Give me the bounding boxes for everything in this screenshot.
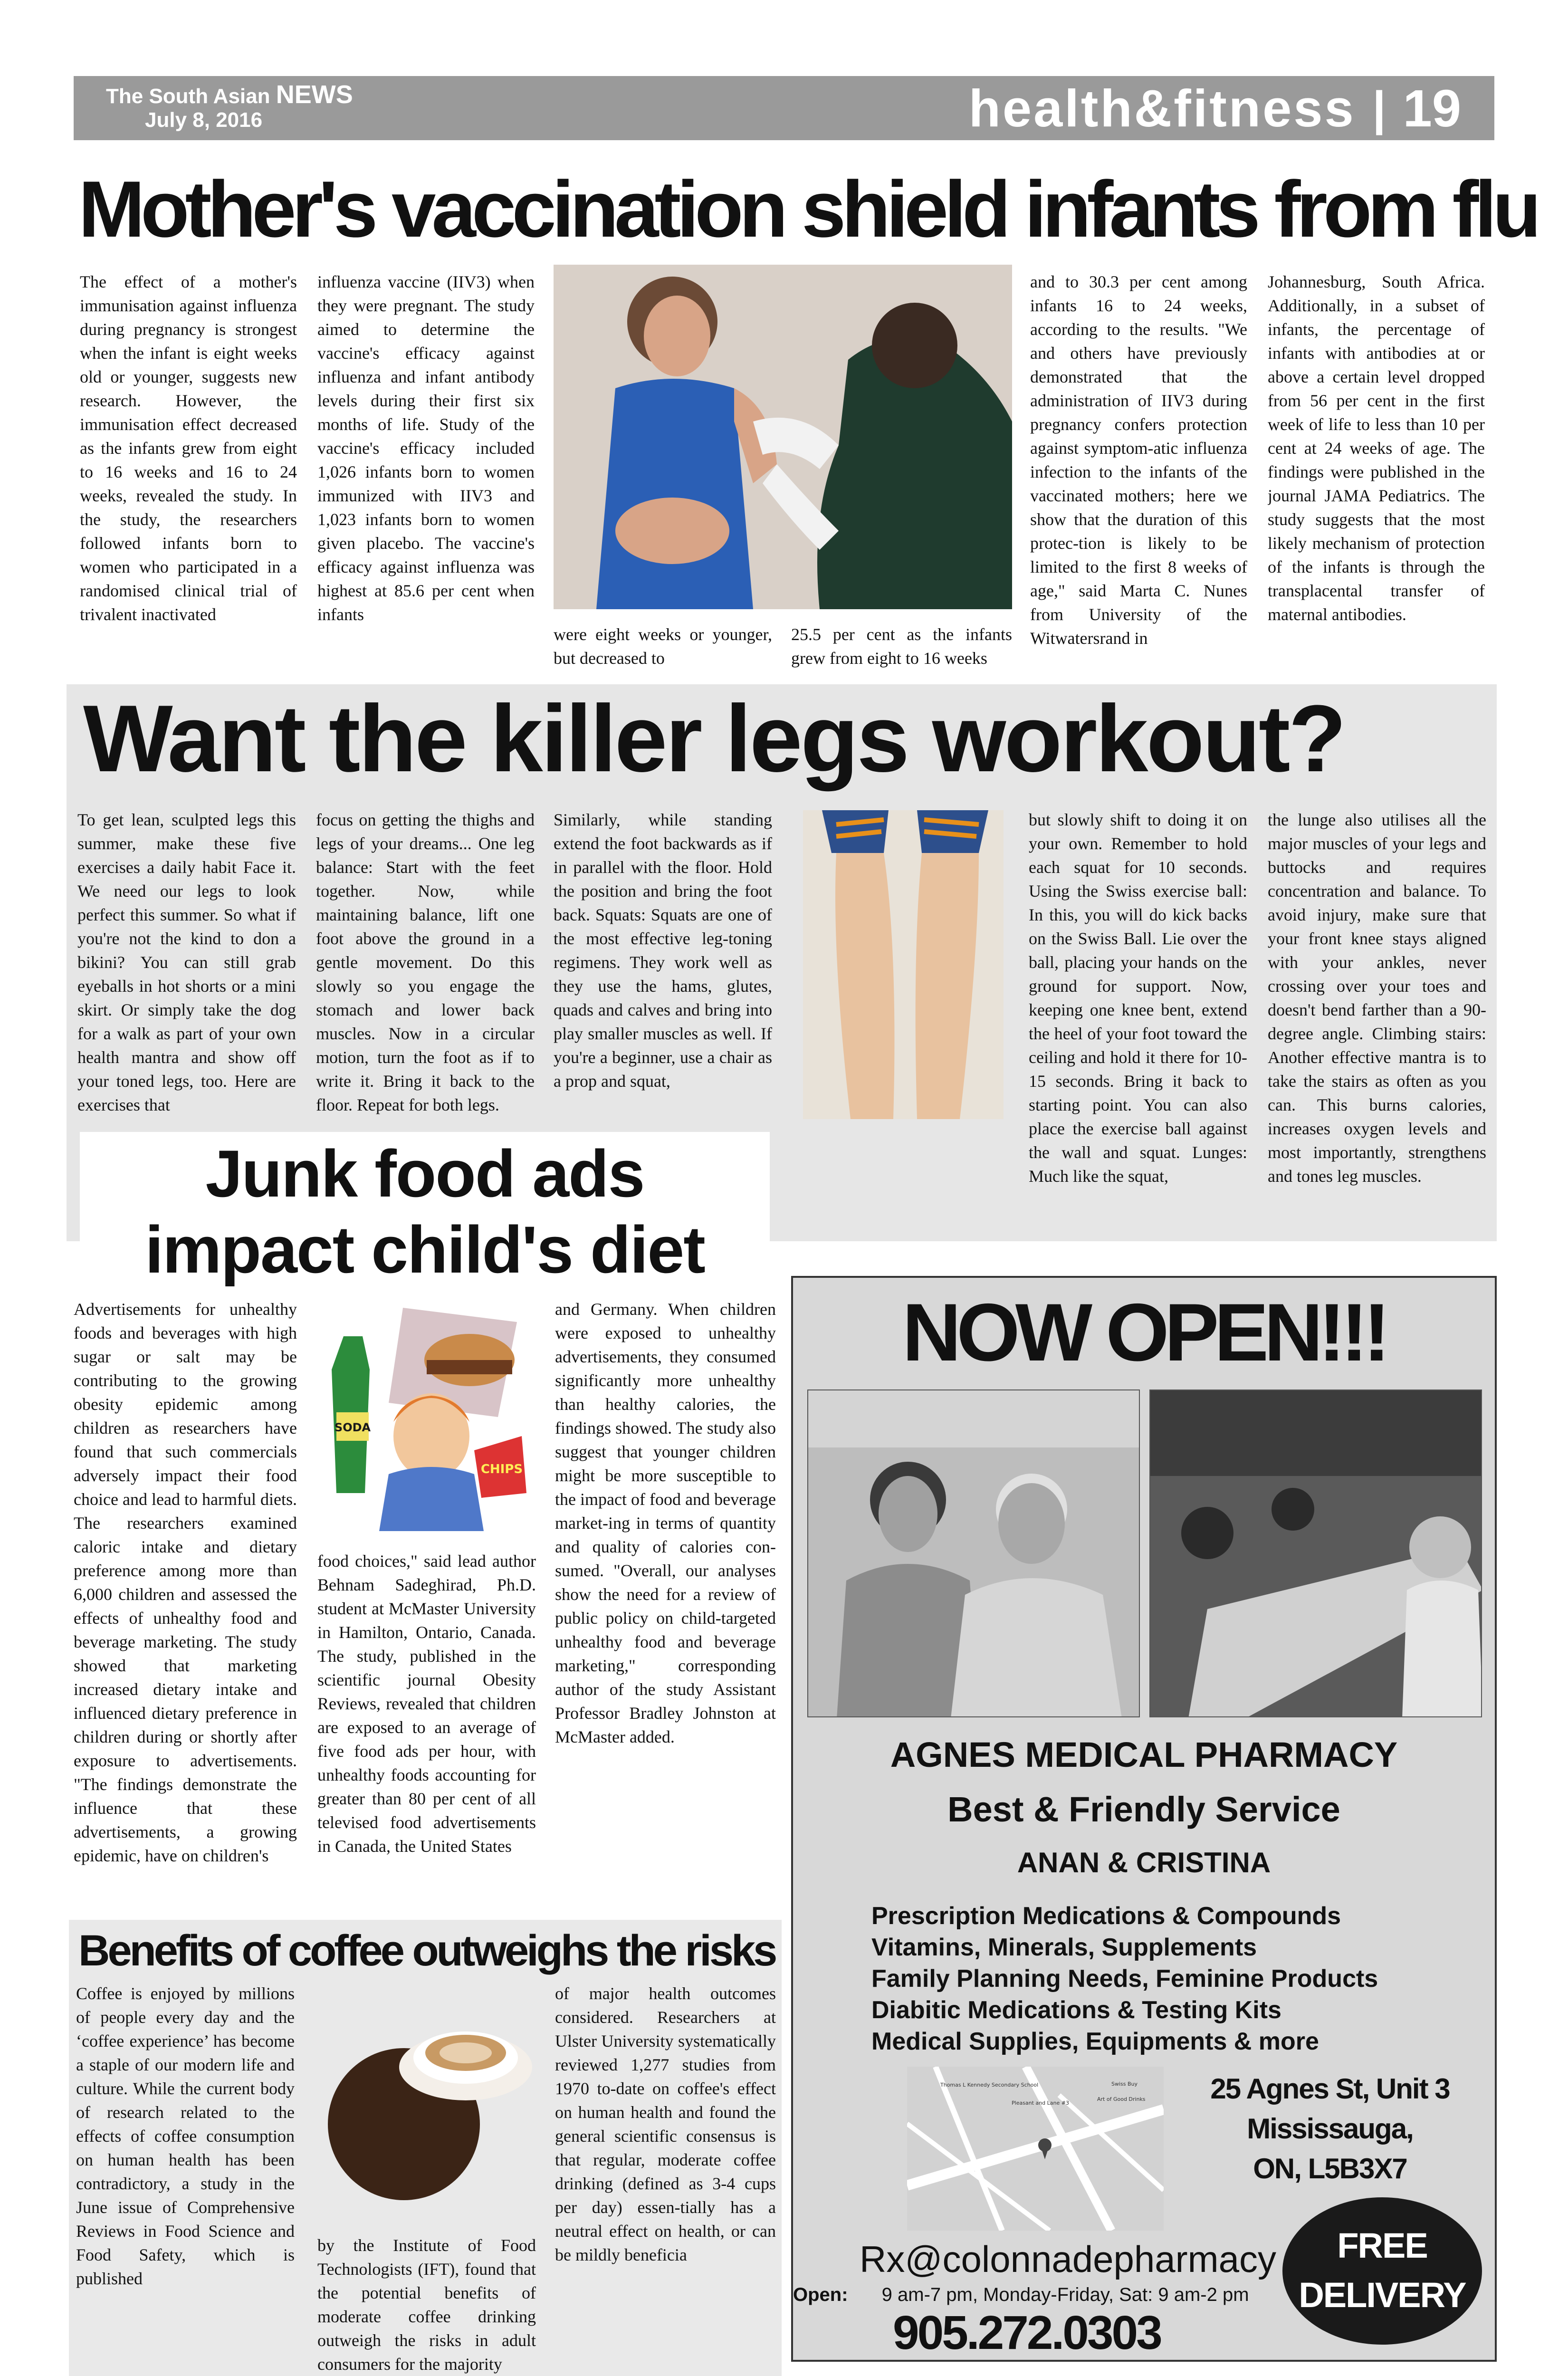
- coffee-column-3: of major health outcomes considered. Researchers at Ulster University systematically reviewed 1,277 studies from 1970 to-date on coffee's effect on human health and found the general scientific consensus is that regular, moderate coffee drinking (defined as 3-4 cups per day) essen-tially has a neutral effect on health, or can be mildly beneficia: [555, 1984, 776, 2264]
- ad-headline: NOW OPEN!!!: [902, 1287, 1386, 1378]
- flu-column-3: were eight weeks or younger, but decreased to: [554, 625, 772, 668]
- junk-headline-line-2: impact child's diet: [145, 1212, 705, 1287]
- map-label-shop: Swiss Buy: [1111, 2081, 1138, 2087]
- ad-phone[interactable]: 905.272.0303: [893, 2306, 1161, 2359]
- vaccination-illustration: [554, 265, 1012, 609]
- flu-column-1: The effect of a mother's immunisation against influenza during pregnancy is strongest when the infant is eight weeks old or younger, suggests new research. However, the immunisation effect decreased as the infants grew from eight to 16 weeks and 16 to 24 weeks, revealed the study. In the study, the researchers followed infants born to women who participated in a randomised clinical trial of trivalent inactivated: [80, 272, 297, 624]
- flu-column-5: and to 30.3 per cent among infants 16 to 24 weeks, according to the results. "We and others have previously demonstrated that the administration of IIV3 during pregnancy confers protection against symptom-atic influenza infection to the infants of the vaccinated mothers; here we show that the duration of this protec-tion is likely to be limited to the first 8 weeks of age," said Marta C. Nunes from University of the Witwatersrand in: [1030, 272, 1247, 648]
- junk-food-illustration: [317, 1293, 536, 1541]
- badge-line-2: DELIVERY: [1299, 2275, 1466, 2315]
- publication-prefix: The South Asian: [106, 85, 270, 108]
- masthead-bar: [74, 76, 1494, 140]
- badge-line-1: FREE: [1337, 2226, 1427, 2265]
- section-title-group: [969, 79, 1461, 138]
- issue-date: July 8, 2016: [145, 108, 263, 132]
- publication-news: NEWS: [276, 80, 353, 109]
- service-item: Medical Supplies, Equipments & more: [871, 2028, 1319, 2055]
- junk-headline-line-1: Junk food ads: [205, 1136, 644, 1211]
- junk-column-2: food choices," said lead author Behnam Sadeghirad, Ph.D. student at McMaster University in Hamilton, Ontario, Canada. The study, published in the scientific journal Obesity Reviews, revealed that children are exposed to an average of five food ads per hour, with unhealthy foods accounting for greater than 80 per cent of all televised food advertisements in Canada, the United States: [317, 1552, 536, 1856]
- free-delivery-badge: [1282, 2197, 1482, 2345]
- pharmacy-ad: [791, 1276, 1497, 2362]
- service-item: Family Planning Needs, Feminine Products: [871, 1965, 1378, 1993]
- hours-label: Open:: [793, 2284, 848, 2305]
- owners-illustration: [808, 1390, 1140, 1717]
- legs-column-5: the lunge also utilises all the major muscles of your legs and buttocks and requires concentration and balance. To avoid injury, make sure that your front knee stays aligned with your ankles, never crossing over your toes and doesn't bend farther than a 90-degree angle. Climbing stairs: Another effective mantra is to take the stairs as often as you can. This burns calories, increases oxygen levels and most importantly, strengthens and tones leg muscles.: [1268, 810, 1486, 1186]
- section-title: health&fitness: [968, 79, 1356, 138]
- owners-photo: [807, 1389, 1140, 1717]
- legs-column-2: focus on getting the thighs and legs of your dreams... One leg balance: Start with the feet together. Now, while maintaining balance, lift one foot above the ground in a gentle movement. Do this slowly so you engage the stomach and lower back muscles. Now in a circular motion, turn the foot as if to write it. Bring it back to the floor. Repeat for both legs.: [316, 810, 535, 1114]
- coffee-photo: [323, 1982, 537, 2219]
- publication-name: [106, 80, 353, 109]
- address-line-1: 25 Agnes St, Unit 3: [1210, 2073, 1450, 2105]
- junk-column-1: Advertisements for unhealthy foods and beverages with high sugar or salt may be contributing to the growing obesity epidemic among children as researchers have found that such commercials adversely impact their food choice and lead to harmful diets. The researchers examined caloric intake and dietary preference among more than 6,000 children and assessed the effects of unhealthy food and beverage marketing. The study showed that marketing increased dietary intake and influenced dietary preference in children during or shortly after exposure to advertisements. "The findings demonstrate the influence that these advertisements, a growing epidemic, have on children's: [74, 1300, 297, 1865]
- ad-services-list: [871, 1900, 1480, 2057]
- ad-pharmacy-name: AGNES MEDICAL PHARMACY: [890, 1735, 1398, 1774]
- map-label-art: Art of Good Drinks: [1097, 2096, 1146, 2102]
- address-line-2: Mississauga,: [1247, 2113, 1413, 2145]
- ad-owners: ANAN & CRISTINA: [1017, 1847, 1271, 1878]
- legs-column-4: but slowly shift to doing it on your own. Remember to hold each squat for 10 seconds. Using the Swiss exercise ball: In this, you will do kick backs on the Swiss Ball. Lie over the ball, placing your hands on the ground for support. Now, keeping one knee bent, extend the heel of your foot toward the ceiling and hold it there for 10-15 seconds. Bring it back to starting point. You can also place the exercise ball against the wall and squat. Lunges: Much like the squat,: [1029, 810, 1247, 1186]
- flu-headline: Mother's vaccination shield infants from flu: [78, 164, 1537, 254]
- interior-illustration: [1150, 1390, 1482, 1717]
- hours-text: 9 am-7 pm, Monday-Friday, Sat: 9 am-2 pm: [881, 2284, 1249, 2305]
- child-junk-food-illustration: [317, 1293, 536, 1541]
- coffee-headline: Benefits of coffee outweighs the risks: [78, 1926, 775, 1975]
- flu-column-6: Johannesburg, South Africa. Additionally, in a subset of infants, the percentage of infants with antibodies at or above a certain level dropped from 56 per cent in the first week of life to less than 10 per cent at 24 weeks of age. The findings were published in the journal JAMA Pediatrics. The study suggests that the most likely mechanism of protection of the infants is through the transplacental transfer of maternal antibodies.: [1268, 272, 1485, 624]
- chips-label: CHIPS: [480, 1462, 523, 1476]
- service-item: Prescription Medications & Compounds: [871, 1902, 1341, 1930]
- coffee-column-1: Coffee is enjoyed by millions of people every day and the ‘coffee experience’ has become a staple of our modern life and culture. While the current body of research related to the effects of coffee consumption on human health has been contradictory, a study in the June issue of Comprehensive Reviews in Food Science and Food Safety, which is published: [76, 1984, 295, 2288]
- flu-vaccination-photo: [554, 265, 1012, 609]
- flu-column-4: 25.5 per cent as the infants grew from eight to 16 weeks: [791, 625, 1012, 668]
- junk-headline-box: [80, 1132, 770, 1296]
- coffee-column-2: by the Institute of Food Technologists (IFT), found that the potential benefits of moderate coffee drinking outweigh the risks in adult consumers for the majority: [317, 2236, 536, 2374]
- legs-headline: Want the killer legs workout?: [83, 686, 1345, 792]
- page-number: 19: [1403, 79, 1461, 138]
- ad-tagline: Best & Friendly Service: [947, 1790, 1340, 1829]
- ad-email[interactable]: Rx@colonnadepharmacy: [860, 2238, 1276, 2280]
- legs-column-3: Similarly, while standing extend the foot backwards as if in parallel with the floor. Hold the position and bring the foot back. Squats: Squats are one of the most effective leg-toning regimens. They work well as they use the hams, glutes, quads and calves and bring into play smaller muscles as well. If you're a beginner, use a chair as a prop and squat,: [554, 810, 772, 1091]
- junk-column-3: and Germany. When children were exposed to unhealthy advertisements, they consumed significantly more unhealthy than healthy calories, the findings showed. The study also suggest that younger children might be more susceptible to the impact of food and beverage market-ing in terms of quantity and quality of calories con-sumed. "Overall, our analyses show the need for a review of public policy on child-targeted unhealthy food and beverage marketing," corresponding author of the study Assistant Professor Bradley Johnston at McMaster added.: [555, 1300, 776, 1746]
- location-map[interactable]: [907, 2067, 1164, 2231]
- service-item: Vitamins, Minerals, Supplements: [871, 1934, 1257, 1961]
- map-label-school: Thomas L Kennedy Secondary School: [940, 2082, 1039, 2088]
- legs-photo: [803, 810, 1004, 1119]
- service-item: Diabitic Medications & Testing Kits: [871, 1996, 1281, 2024]
- section-separator: |: [1372, 81, 1386, 135]
- coffee-illustration: [323, 1982, 537, 2219]
- address-line-3: ON, L5B3X7: [1253, 2153, 1407, 2184]
- map-label-park: Pleasant and Lane #3: [1012, 2100, 1069, 2106]
- ad-address: [1173, 2069, 1487, 2189]
- map-illustration: [907, 2067, 1164, 2231]
- pharmacy-interior-photo: [1149, 1389, 1482, 1717]
- flu-column-2: influenza vaccine (IIV3) when they were pregnant. The study aimed to determine the vaccine's efficacy against influenza and infant antibody levels during their first six months of life. Study of the vaccine's efficacy included 1,026 infants born to women immunized with IIV3 and 1,023 infants born to women given placebo. The vaccine's efficacy against influenza was highest at 85.6 per cent when infants: [317, 272, 535, 624]
- soda-label: SODA: [334, 1421, 371, 1434]
- legs-column-1: To get lean, sculpted legs this summer, make these five exercises a daily habit Face it. We need our legs to look perfect this summer. So what if you're not the kind to don a bikini? You can still grab eyeballs in hot shorts or a mini skirt. Or simply take the dog for a walk as part of your own health mantra and show off your toned legs, too. Here are exercises that: [77, 810, 296, 1114]
- ad-hours: [793, 2283, 1249, 2307]
- legs-illustration: [803, 810, 1004, 1119]
